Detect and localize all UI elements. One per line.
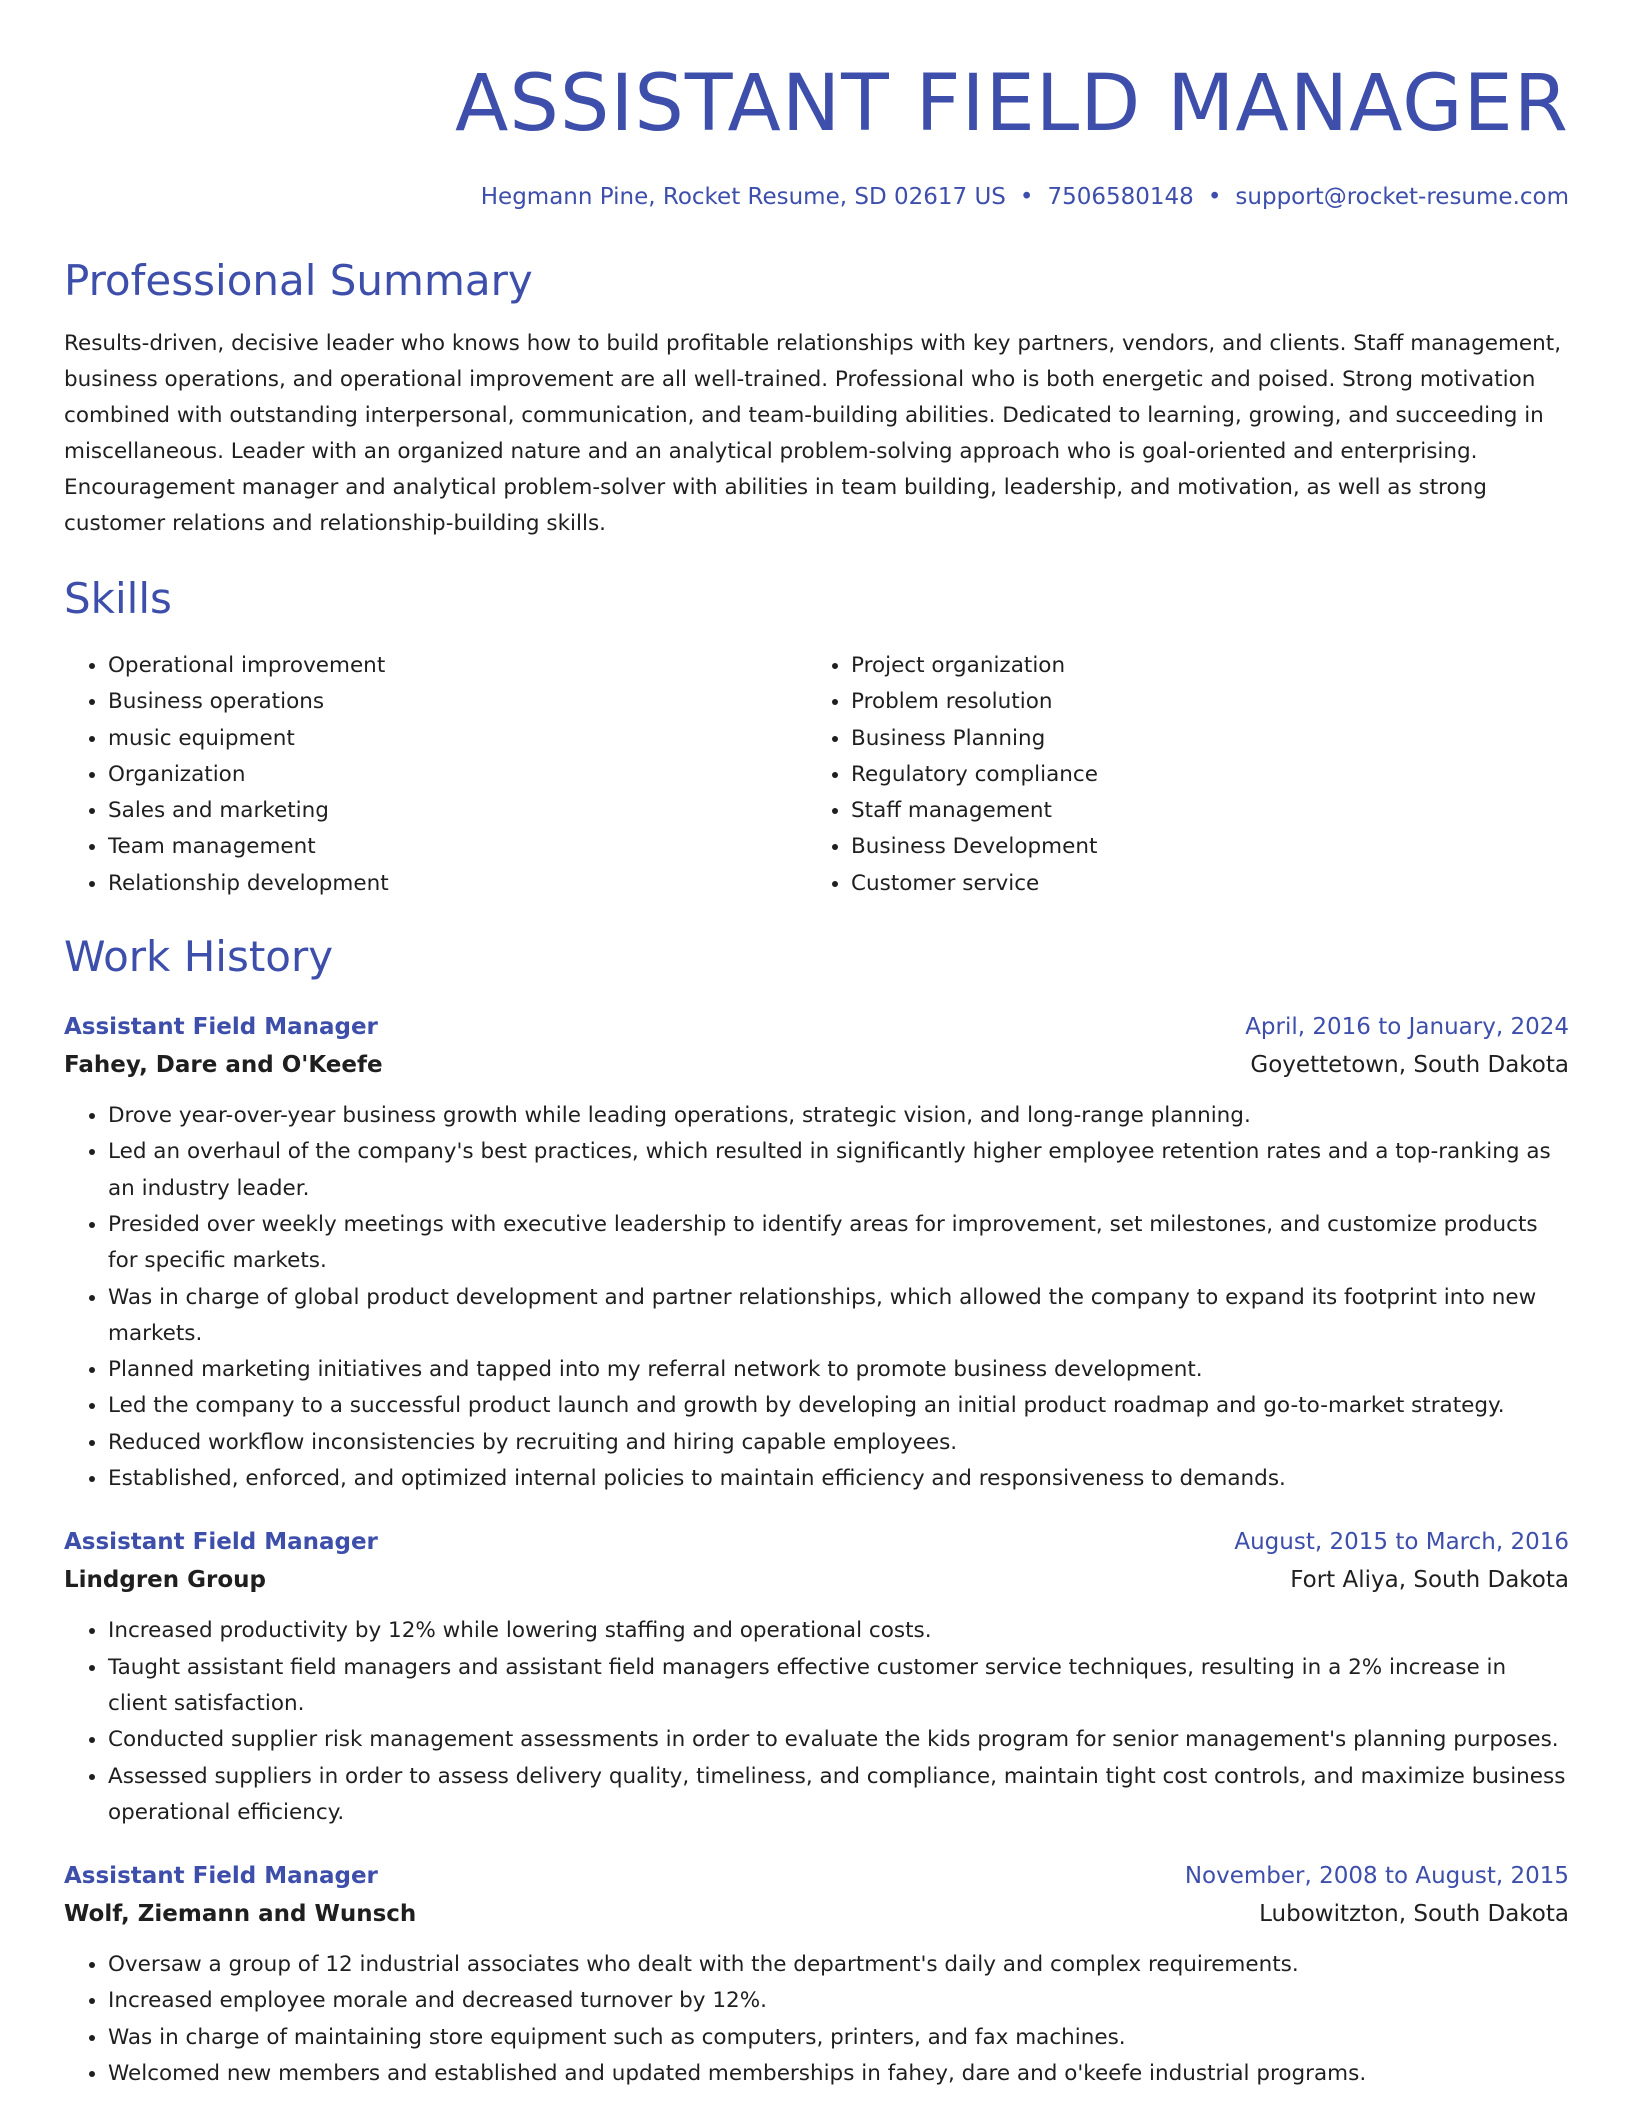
skill-item: • Business Development: [851, 829, 1550, 865]
contact-address: Hegmann Pine, Rocket Resume, SD 02617 US: [480, 184, 1006, 210]
skill-item: • Business Planning: [851, 721, 1550, 757]
job-bullet: • Presided over weekly meetings with executive leadership to identify areas for improvement, set milestones, and customize products for specific markets.: [108, 1207, 1569, 1280]
job-header-row: [64, 1857, 1569, 1895]
job-header-row: [64, 1008, 1569, 1046]
skill-item: • Team management: [108, 829, 807, 865]
skill-item: • Project organization: [851, 648, 1550, 684]
job-dates: November, 2008 to August, 2015: [1184, 1863, 1569, 1890]
job-bullet: • Increased employee morale and decreased turnover by 12%.: [108, 1983, 1569, 2019]
resume-page: [64, 0, 1569, 2092]
job-bullet: • Led the company to a successful product launch and growth by developing an initial product roadmap and go-to-market strategy.: [108, 1388, 1569, 1424]
contact-separator: •: [1019, 184, 1034, 210]
job-bullets: [64, 1947, 1569, 2092]
skills-column-left: [64, 648, 807, 902]
job-bullet: • Was in charge of global product development and partner relationships, which allowed the company to expand its footprint into new markets.: [108, 1280, 1569, 1353]
summary-text: Results-driven, decisive leader who knows how to build profitable relationships with key partners, vendors, and clients. Staff management, business operations, and operational improvement are all well-trained. Professional who is both energetic and poised. Strong motivation combined with outstanding interpersonal, communication, and team-building abilities. Dedicated to learning, growing, and succeeding in miscellaneous. Leader with an organized nature and an analytical problem-solving approach who is goal-oriented and enterprising. Encouragement manager and analytical problem-solver with abilities in team building, leadership, and motivation, as well as strong customer relations and relationship-building skills.: [64, 331, 1562, 536]
job-title: Assistant Field Manager: [64, 1863, 378, 1890]
job-header-row: [64, 1523, 1569, 1561]
job-dates: April, 2016 to January, 2024: [1245, 1014, 1569, 1041]
contact-line: [64, 182, 1569, 212]
job-location: Lubowitzton, South Dakota: [1259, 1901, 1569, 1928]
job-title: Assistant Field Manager: [64, 1014, 378, 1041]
job-bullet: • Increased productivity by 12% while lowering staffing and operational costs.: [108, 1613, 1569, 1649]
skill-item: • Organization: [108, 757, 807, 793]
job-location: Fort Aliya, South Dakota: [1290, 1567, 1569, 1594]
job-title: Assistant Field Manager: [64, 1529, 378, 1556]
skill-item: • Customer service: [851, 866, 1550, 902]
job-bullet: • Reduced workflow inconsistencies by recruiting and hiring capable employees.: [108, 1425, 1569, 1461]
job-dates: August, 2015 to March, 2016: [1234, 1529, 1569, 1556]
job-bullet: • Conducted supplier risk management assessments in order to evaluate the kids program for senior management's planning purposes.: [108, 1722, 1569, 1758]
skills-list: [64, 648, 1569, 902]
contact-separator: •: [1207, 184, 1222, 210]
job-bullets: [64, 1098, 1569, 1497]
job-company: Wolf, Ziemann and Wunsch: [64, 1901, 417, 1928]
job-bullet: • Was in charge of maintaining store equipment such as computers, printers, and fax machines.: [108, 2020, 1569, 2056]
resume-title: ASSISTANT FIELD MANAGER: [454, 59, 1569, 149]
skills-column-right: [807, 648, 1550, 902]
job-entry: [64, 1857, 1569, 2092]
job-bullets: [64, 1613, 1569, 1831]
work-history-heading: Work History: [64, 932, 334, 982]
job-company: Fahey, Dare and O'Keefe: [64, 1052, 383, 1079]
skill-item: • Relationship development: [108, 866, 807, 902]
skill-item: • music equipment: [108, 721, 807, 757]
skill-item: • Business operations: [108, 684, 807, 720]
contact-phone: 7506580148: [1047, 184, 1194, 210]
job-location: Goyettetown, South Dakota: [1250, 1052, 1569, 1079]
job-bullet: • Established, enforced, and optimized internal policies to maintain efficiency and responsiveness to demands.: [108, 1461, 1569, 1497]
job-bullet: • Assessed suppliers in order to assess delivery quality, timeliness, and compliance, maintain tight cost controls, and maximize business operational efficiency.: [108, 1759, 1569, 1832]
skill-item: • Regulatory compliance: [851, 757, 1550, 793]
job-company-row: [64, 1561, 1569, 1599]
job-bullet: • Oversaw a group of 12 industrial associates who dealt with the department's daily and complex requirements.: [108, 1947, 1569, 1983]
job-company-row: [64, 1895, 1569, 1933]
skill-item: • Staff management: [851, 793, 1550, 829]
skill-item: • Operational improvement: [108, 648, 807, 684]
job-bullet: • Welcomed new members and established and updated memberships in fahey, dare and o'keefe industrial programs.: [108, 2056, 1569, 2092]
skills-heading: Skills: [64, 574, 172, 623]
job-entry: [64, 1008, 1569, 1497]
job-bullet: • Planned marketing initiatives and tapped into my referral network to promote business development.: [108, 1352, 1569, 1388]
job-bullet: • Led an overhaul of the company's best practices, which resulted in significantly higher employee retention rates and a top-ranking as an industry leader.: [108, 1134, 1569, 1207]
contact-email: support@rocket-resume.com: [1235, 184, 1569, 210]
job-company: Lindgren Group: [64, 1567, 267, 1594]
skill-item: • Sales and marketing: [108, 793, 807, 829]
job-company-row: [64, 1046, 1569, 1084]
skill-item: • Problem resolution: [851, 684, 1550, 720]
job-bullet: • Taught assistant field managers and assistant field managers effective customer service techniques, resulting in a 2% increase in client satisfaction.: [108, 1650, 1569, 1723]
job-entry: [64, 1523, 1569, 1831]
job-bullet: • Drove year-over-year business growth while leading operations, strategic vision, and long-range planning.: [108, 1098, 1569, 1134]
summary-heading: Professional Summary: [64, 256, 533, 305]
